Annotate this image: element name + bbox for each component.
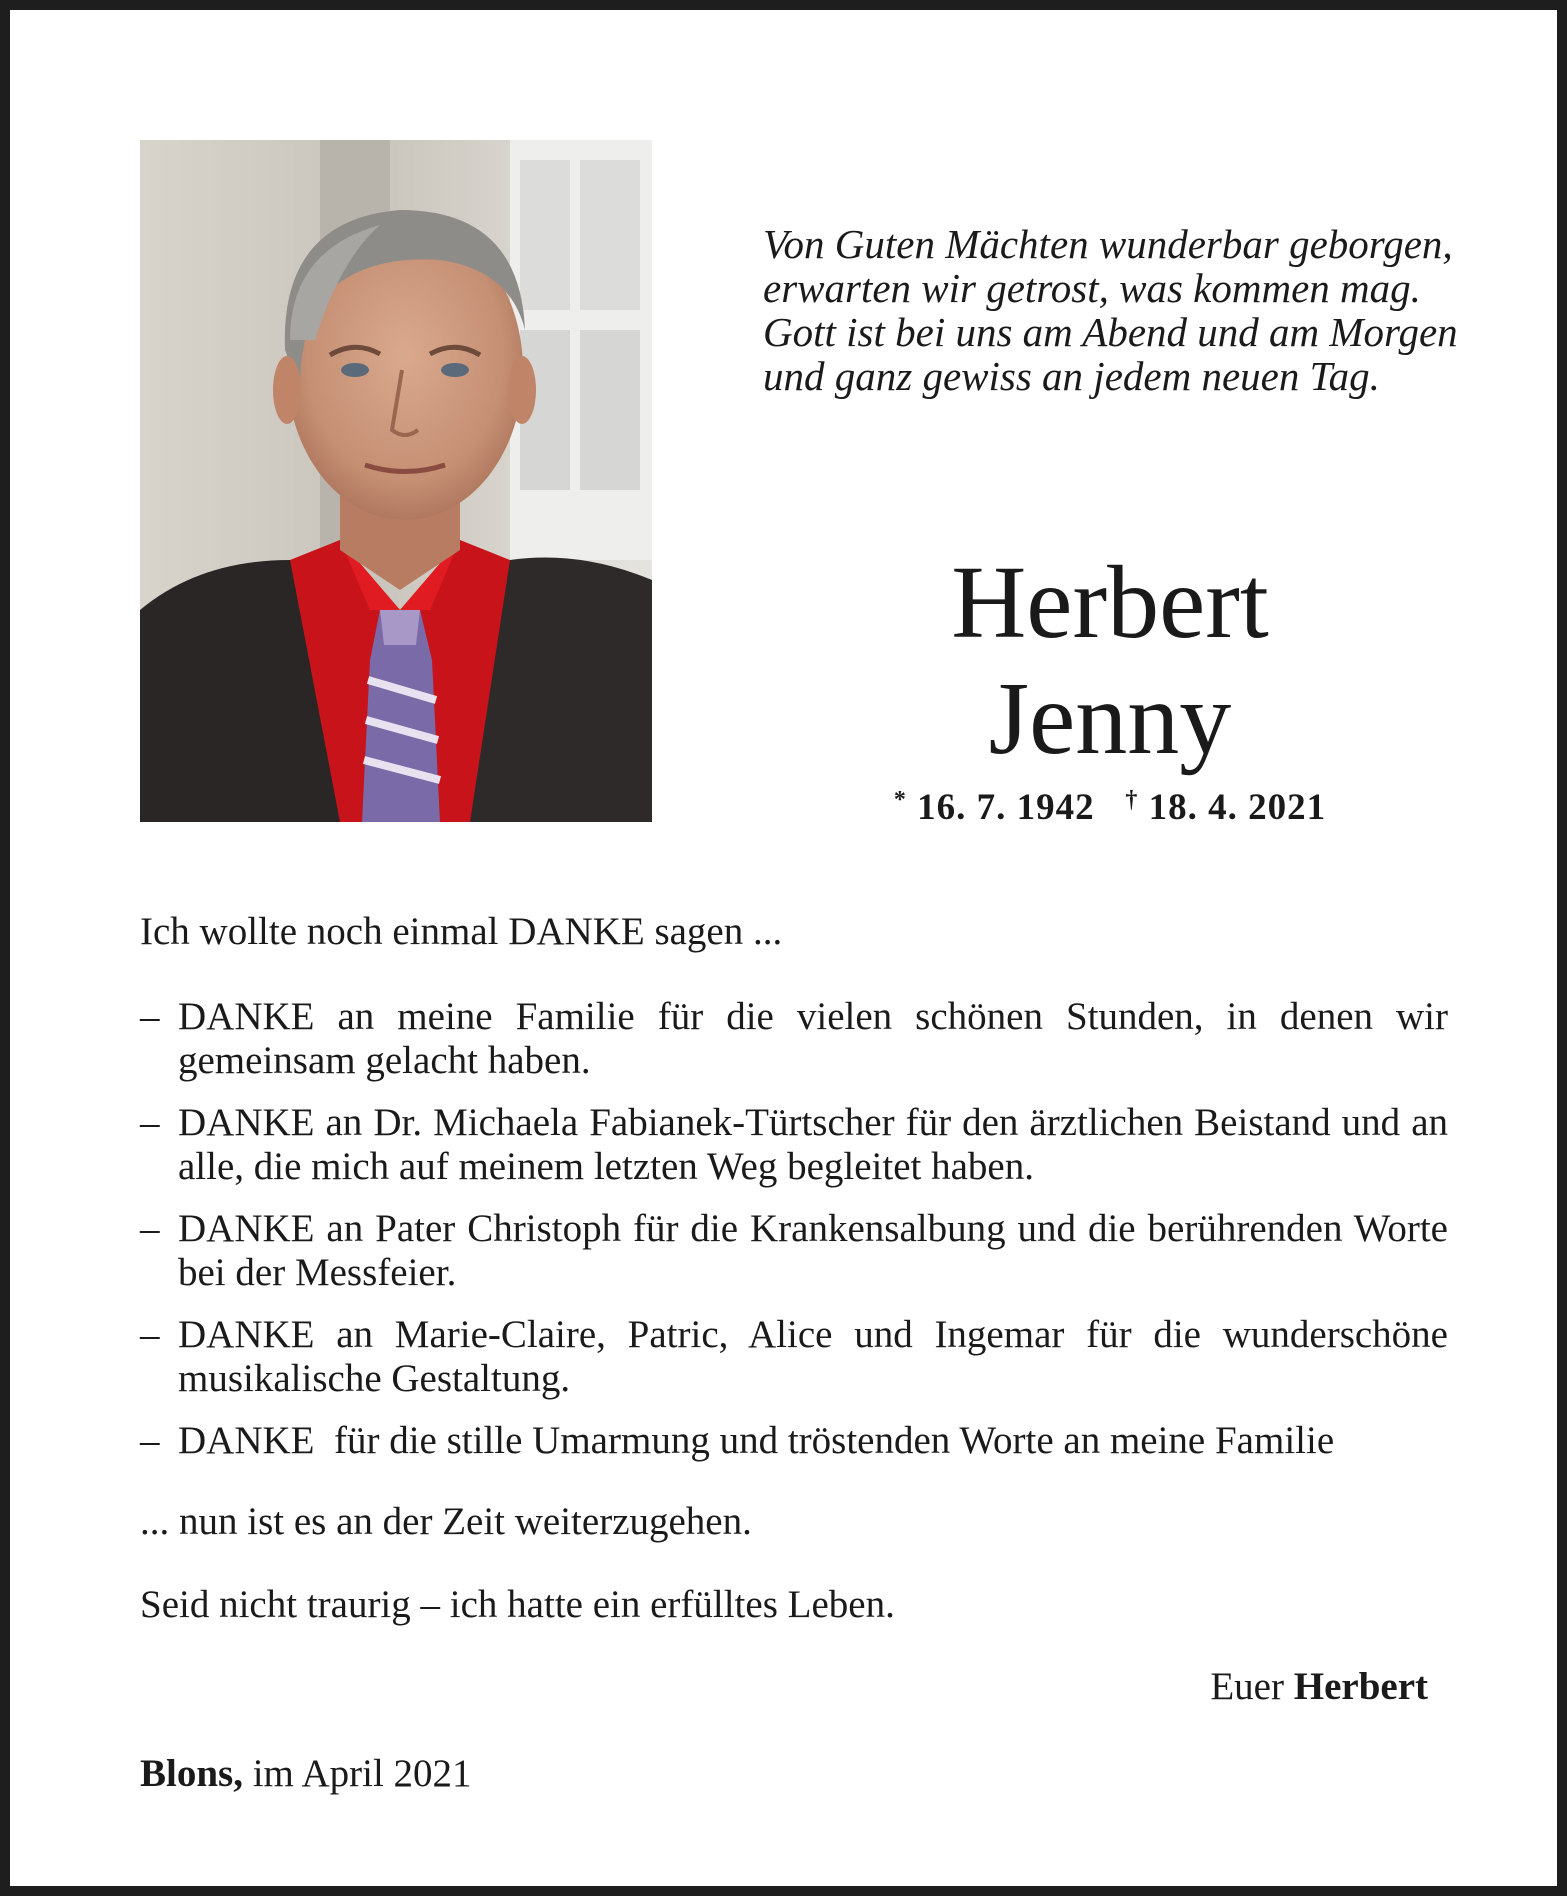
birth-symbol: * [893, 787, 907, 813]
poem-line: Von Guten Mächten wunderbar geborgen, [763, 221, 1453, 267]
list-item-text: DANKE an Dr. Michaela Fabianek-Türtscher für den ärztlichen Beistand und an alle, die mich auf meinem letzten Weg begleitet haben. [178, 1101, 1448, 1188]
birth-date: 16. 7. 1942 [917, 787, 1095, 828]
closing-text: Seid nicht traurig – ich hatte ein erfülltes Leben. [140, 1583, 895, 1626]
life-dates [770, 786, 1450, 829]
place-date-text: im April 2021 [252, 1752, 472, 1795]
thanks-list [140, 995, 1448, 1481]
deceased-name [770, 545, 1450, 777]
dash-bullet: – [140, 1419, 160, 1462]
dash-bullet: – [140, 1101, 160, 1144]
poem-line: erwarten wir getrost, was kommen mag. [763, 265, 1421, 311]
list-item [140, 1313, 1448, 1401]
list-item-text: DANKE an Pater Christoph für die Krankensalbung und die berührenden Worte bei der Messfeier. [178, 1207, 1448, 1294]
first-name: Herbert [951, 545, 1269, 660]
dash-bullet: – [140, 1313, 160, 1356]
poem-line: Gott ist bei uns am Abend und am Morgen [763, 309, 1458, 355]
dash-bullet: – [140, 1207, 160, 1250]
place-date [140, 1752, 472, 1796]
intro-text: Ich wollte noch einmal DANKE sagen ... [140, 910, 783, 953]
portrait-image [140, 140, 652, 822]
poem-line: und ganz gewiss an jedem neuen Tag. [763, 353, 1380, 399]
list-item [140, 1419, 1448, 1463]
list-item-text: DANKE an meine Familie für die vielen schönen Stunden, in denen wir gemeinsam gelacht haben. [178, 995, 1448, 1082]
list-item [140, 1101, 1448, 1189]
list-item-text: DANKE an Marie-Claire, Patric, Alice und Ingemar für die wunderschöne musikalische Gestaltung. [178, 1313, 1448, 1400]
signature [1210, 1665, 1428, 1709]
place-town: Blons, [140, 1752, 243, 1795]
dash-bullet: – [140, 995, 160, 1038]
signature-name: Herbert [1293, 1665, 1428, 1708]
death-symbol: † [1125, 787, 1139, 813]
list-item [140, 1207, 1448, 1295]
signature-prefix: Euer [1210, 1665, 1284, 1708]
list-item-text: DANKE für die stille Umarmung und tröstenden Worte an meine Familie [178, 1419, 1335, 1462]
last-name: Jenny [988, 661, 1232, 776]
death-date: 18. 4. 2021 [1148, 787, 1327, 828]
portrait-photo [140, 140, 652, 822]
poem-verse [763, 222, 1483, 398]
list-item [140, 995, 1448, 1083]
outro-text: ... nun ist es an der Zeit weiterzugehen. [140, 1500, 752, 1543]
